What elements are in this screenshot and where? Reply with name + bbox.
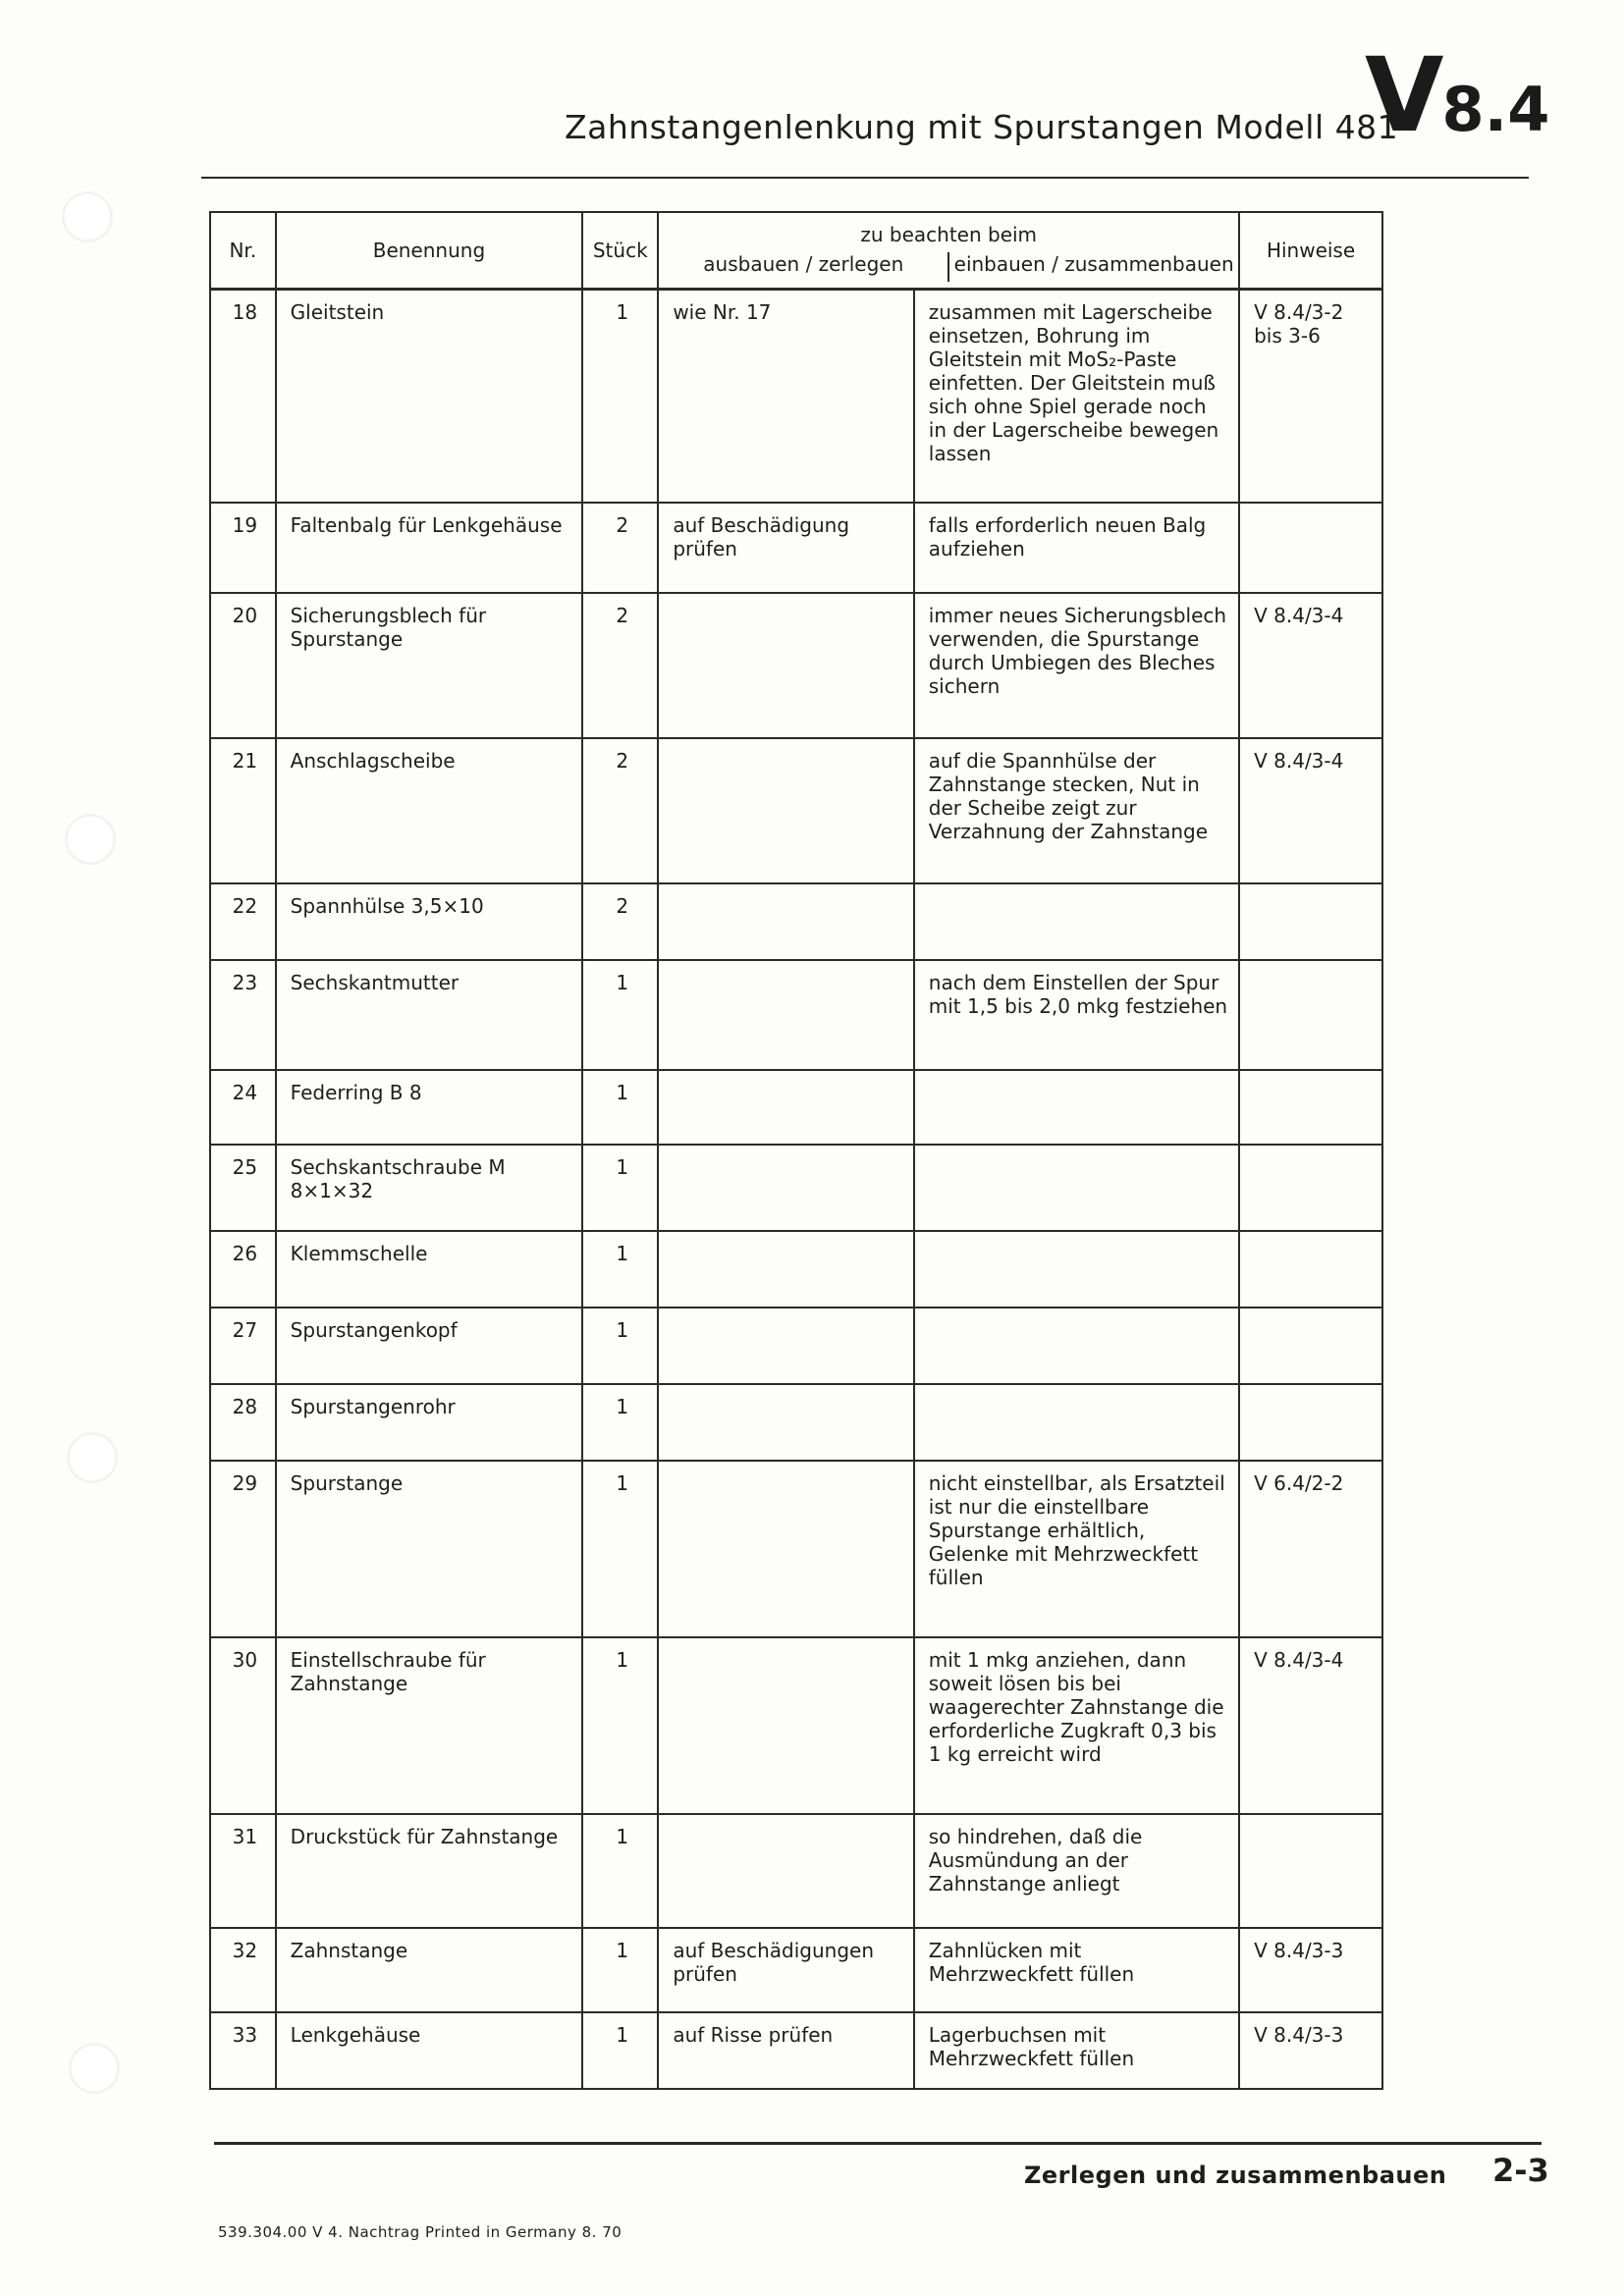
cell-name: Spurstangenkopf (276, 1308, 583, 1384)
cell-in: nach dem Einstellen der Spur mit 1,5 bis 2,0 mkg festziehen (914, 960, 1239, 1070)
cell-name: Faltenbalg für Lenkgehäuse (276, 503, 583, 593)
section-code (1365, 35, 1550, 155)
cell-nr: 30 (210, 1637, 276, 1814)
cell-out (658, 1231, 913, 1308)
cell-out (658, 960, 913, 1070)
header-hint: Hinweise (1239, 212, 1382, 289)
table-row (210, 289, 1382, 503)
cell-out: wie Nr. 17 (658, 289, 913, 503)
section-number: 8.4 (1441, 74, 1550, 145)
cell-in (914, 1231, 1239, 1308)
cell-name: Klemmschelle (276, 1231, 583, 1308)
cell-qty: 2 (582, 503, 658, 593)
punch-hole-4 (70, 2044, 119, 2093)
cell-qty: 1 (582, 1814, 658, 1928)
cell-out: auf Risse prüfen (658, 2012, 913, 2089)
cell-out (658, 1461, 913, 1637)
table-row (210, 1308, 1382, 1384)
cell-name: Spannhülse 3,5×10 (276, 883, 583, 960)
cell-hint: V 8.4/3-4 (1239, 593, 1382, 738)
footer-rule (214, 2142, 1542, 2145)
cell-in: Lagerbuchsen mit Mehrzweckfett füllen (914, 2012, 1239, 2089)
cell-qty: 1 (582, 1145, 658, 1231)
header-rule (201, 177, 1529, 179)
header-group-title: zu beachten beim (860, 222, 1038, 246)
cell-name: Anschlagscheibe (276, 738, 583, 883)
cell-in: so hindrehen, daß die Ausmündung an der Zahnstange anliegt (914, 1814, 1239, 1928)
cell-name: Lenkgehäuse (276, 2012, 583, 2089)
cell-qty: 1 (582, 960, 658, 1070)
cell-hint (1239, 503, 1382, 593)
cell-in (914, 1145, 1239, 1231)
cell-qty: 1 (582, 1308, 658, 1384)
table-row (210, 1637, 1382, 1814)
cell-qty: 1 (582, 1231, 658, 1308)
cell-nr: 32 (210, 1928, 276, 2012)
cell-nr: 33 (210, 2012, 276, 2089)
table-row (210, 503, 1382, 593)
cell-out (658, 1384, 913, 1461)
table-header-row (210, 212, 1382, 289)
cell-nr: 31 (210, 1814, 276, 1928)
cell-name: Druckstück für Zahnstange (276, 1814, 583, 1928)
table-row (210, 1231, 1382, 1308)
cell-in (914, 883, 1239, 960)
header-nr: Nr. (210, 212, 276, 289)
cell-name: Spurstange (276, 1461, 583, 1637)
table-row (210, 1070, 1382, 1145)
cell-hint: V 8.4/3-3 (1239, 2012, 1382, 2089)
cell-hint (1239, 1814, 1382, 1928)
cell-name: Gleitstein (276, 289, 583, 503)
cell-hint: V 8.4/3-4 (1239, 738, 1382, 883)
cell-nr: 23 (210, 960, 276, 1070)
cell-out (658, 1308, 913, 1384)
cell-hint (1239, 1384, 1382, 1461)
cell-nr: 19 (210, 503, 276, 593)
punch-hole-3 (68, 1433, 117, 1482)
cell-out (658, 1145, 913, 1231)
table-row (210, 1814, 1382, 1928)
cell-out (658, 1637, 913, 1814)
cell-nr: 26 (210, 1231, 276, 1308)
cell-in: Zahnlücken mit Mehrzweckfett füllen (914, 1928, 1239, 2012)
page-title: Zahnstangenlenkung mit Spurstangen Modell 481 (565, 108, 1399, 146)
table-row (210, 960, 1382, 1070)
cell-name: Sicherungsblech für Spurstange (276, 593, 583, 738)
section-letter: V (1365, 35, 1444, 155)
cell-nr: 20 (210, 593, 276, 738)
cell-nr: 21 (210, 738, 276, 883)
cell-in: nicht einstellbar, als Ersatzteil ist nur die einstellbare Spurstange erhältlich, Gelenke mit Mehrzweckfett füllen (914, 1461, 1239, 1637)
cell-qty: 1 (582, 1928, 658, 2012)
cell-out: auf Beschädigung prüfen (658, 503, 913, 593)
cell-qty: 1 (582, 1384, 658, 1461)
cell-name: Einstellschraube für Zahnstange (276, 1637, 583, 1814)
cell-nr: 18 (210, 289, 276, 503)
cell-name: Zahnstange (276, 1928, 583, 2012)
header-out: ausbauen / zerlegen (659, 252, 949, 282)
punch-hole-2 (66, 815, 115, 864)
table-row (210, 593, 1382, 738)
header-in: einbauen / zusammenbauen (953, 251, 1234, 276)
cell-hint: V 8.4/3-3 (1239, 1928, 1382, 2012)
parts-table (209, 211, 1383, 2090)
table-row (210, 1145, 1382, 1231)
cell-out (658, 1814, 913, 1928)
table-row (210, 2012, 1382, 2089)
cell-in (914, 1384, 1239, 1461)
cell-hint (1239, 960, 1382, 1070)
table-row (210, 883, 1382, 960)
cell-out (658, 738, 913, 883)
table-row (210, 1461, 1382, 1637)
header-name: Benennung (276, 212, 583, 289)
cell-hint: V 8.4/3-4 (1239, 1637, 1382, 1814)
footer-section-name: Zerlegen und zusammenbauen (1024, 2162, 1447, 2189)
cell-out (658, 593, 913, 738)
cell-name: Sechskantschraube M 8×1×32 (276, 1145, 583, 1231)
cell-qty: 1 (582, 1461, 658, 1637)
cell-out (658, 883, 913, 960)
cell-nr: 22 (210, 883, 276, 960)
cell-in (914, 1070, 1239, 1145)
cell-name: Federring B 8 (276, 1070, 583, 1145)
cell-out: auf Beschädigungen prüfen (658, 1928, 913, 2012)
cell-nr: 29 (210, 1461, 276, 1637)
cell-in: zusammen mit Lagerscheibe einsetzen, Bohrung im Gleitstein mit MoS₂-Paste einfetten. Der Gleitstein muß sich ohne Spiel gerade noch in der Lagerscheibe bewegen lassen (914, 289, 1239, 503)
cell-qty: 2 (582, 883, 658, 960)
cell-out (658, 1070, 913, 1145)
cell-hint (1239, 1231, 1382, 1308)
cell-in (914, 1308, 1239, 1384)
cell-hint (1239, 1070, 1382, 1145)
cell-nr: 28 (210, 1384, 276, 1461)
table-row (210, 1928, 1382, 2012)
cell-qty: 1 (582, 1637, 658, 1814)
header-qty: Stück (582, 212, 658, 289)
cell-hint: V 8.4/3-2 bis 3-6 (1239, 289, 1382, 503)
punch-hole-1 (63, 192, 112, 241)
cell-hint (1239, 1308, 1382, 1384)
cell-in: immer neues Sicherungsblech verwenden, die Spurstange durch Umbiegen des Bleches sichern (914, 593, 1239, 738)
print-info: 539.304.00 V 4. Nachtrag Printed in Germany 8. 70 (218, 2223, 623, 2241)
cell-name: Spurstangenrohr (276, 1384, 583, 1461)
cell-qty: 1 (582, 289, 658, 503)
cell-qty: 1 (582, 2012, 658, 2089)
cell-in: mit 1 mkg anziehen, dann soweit lösen bis bei waagerechter Zahnstange die erforderliche Zugkraft 0,3 bis 1 kg erreicht wird (914, 1637, 1239, 1814)
cell-name: Sechskantmutter (276, 960, 583, 1070)
cell-in: falls erforderlich neuen Balg aufziehen (914, 503, 1239, 593)
cell-hint (1239, 883, 1382, 960)
table-row (210, 738, 1382, 883)
cell-qty: 1 (582, 1070, 658, 1145)
cell-in: auf die Spannhülse der Zahnstange stecken, Nut in der Scheibe zeigt zur Verzahnung der Zahnstange (914, 738, 1239, 883)
cell-hint: V 6.4/2-2 (1239, 1461, 1382, 1637)
header-group (658, 212, 1239, 289)
table-row (210, 1384, 1382, 1461)
cell-nr: 25 (210, 1145, 276, 1231)
cell-nr: 24 (210, 1070, 276, 1145)
cell-qty: 2 (582, 593, 658, 738)
cell-hint (1239, 1145, 1382, 1231)
cell-nr: 27 (210, 1308, 276, 1384)
page-number: 2-3 (1492, 2152, 1549, 2189)
cell-qty: 2 (582, 738, 658, 883)
